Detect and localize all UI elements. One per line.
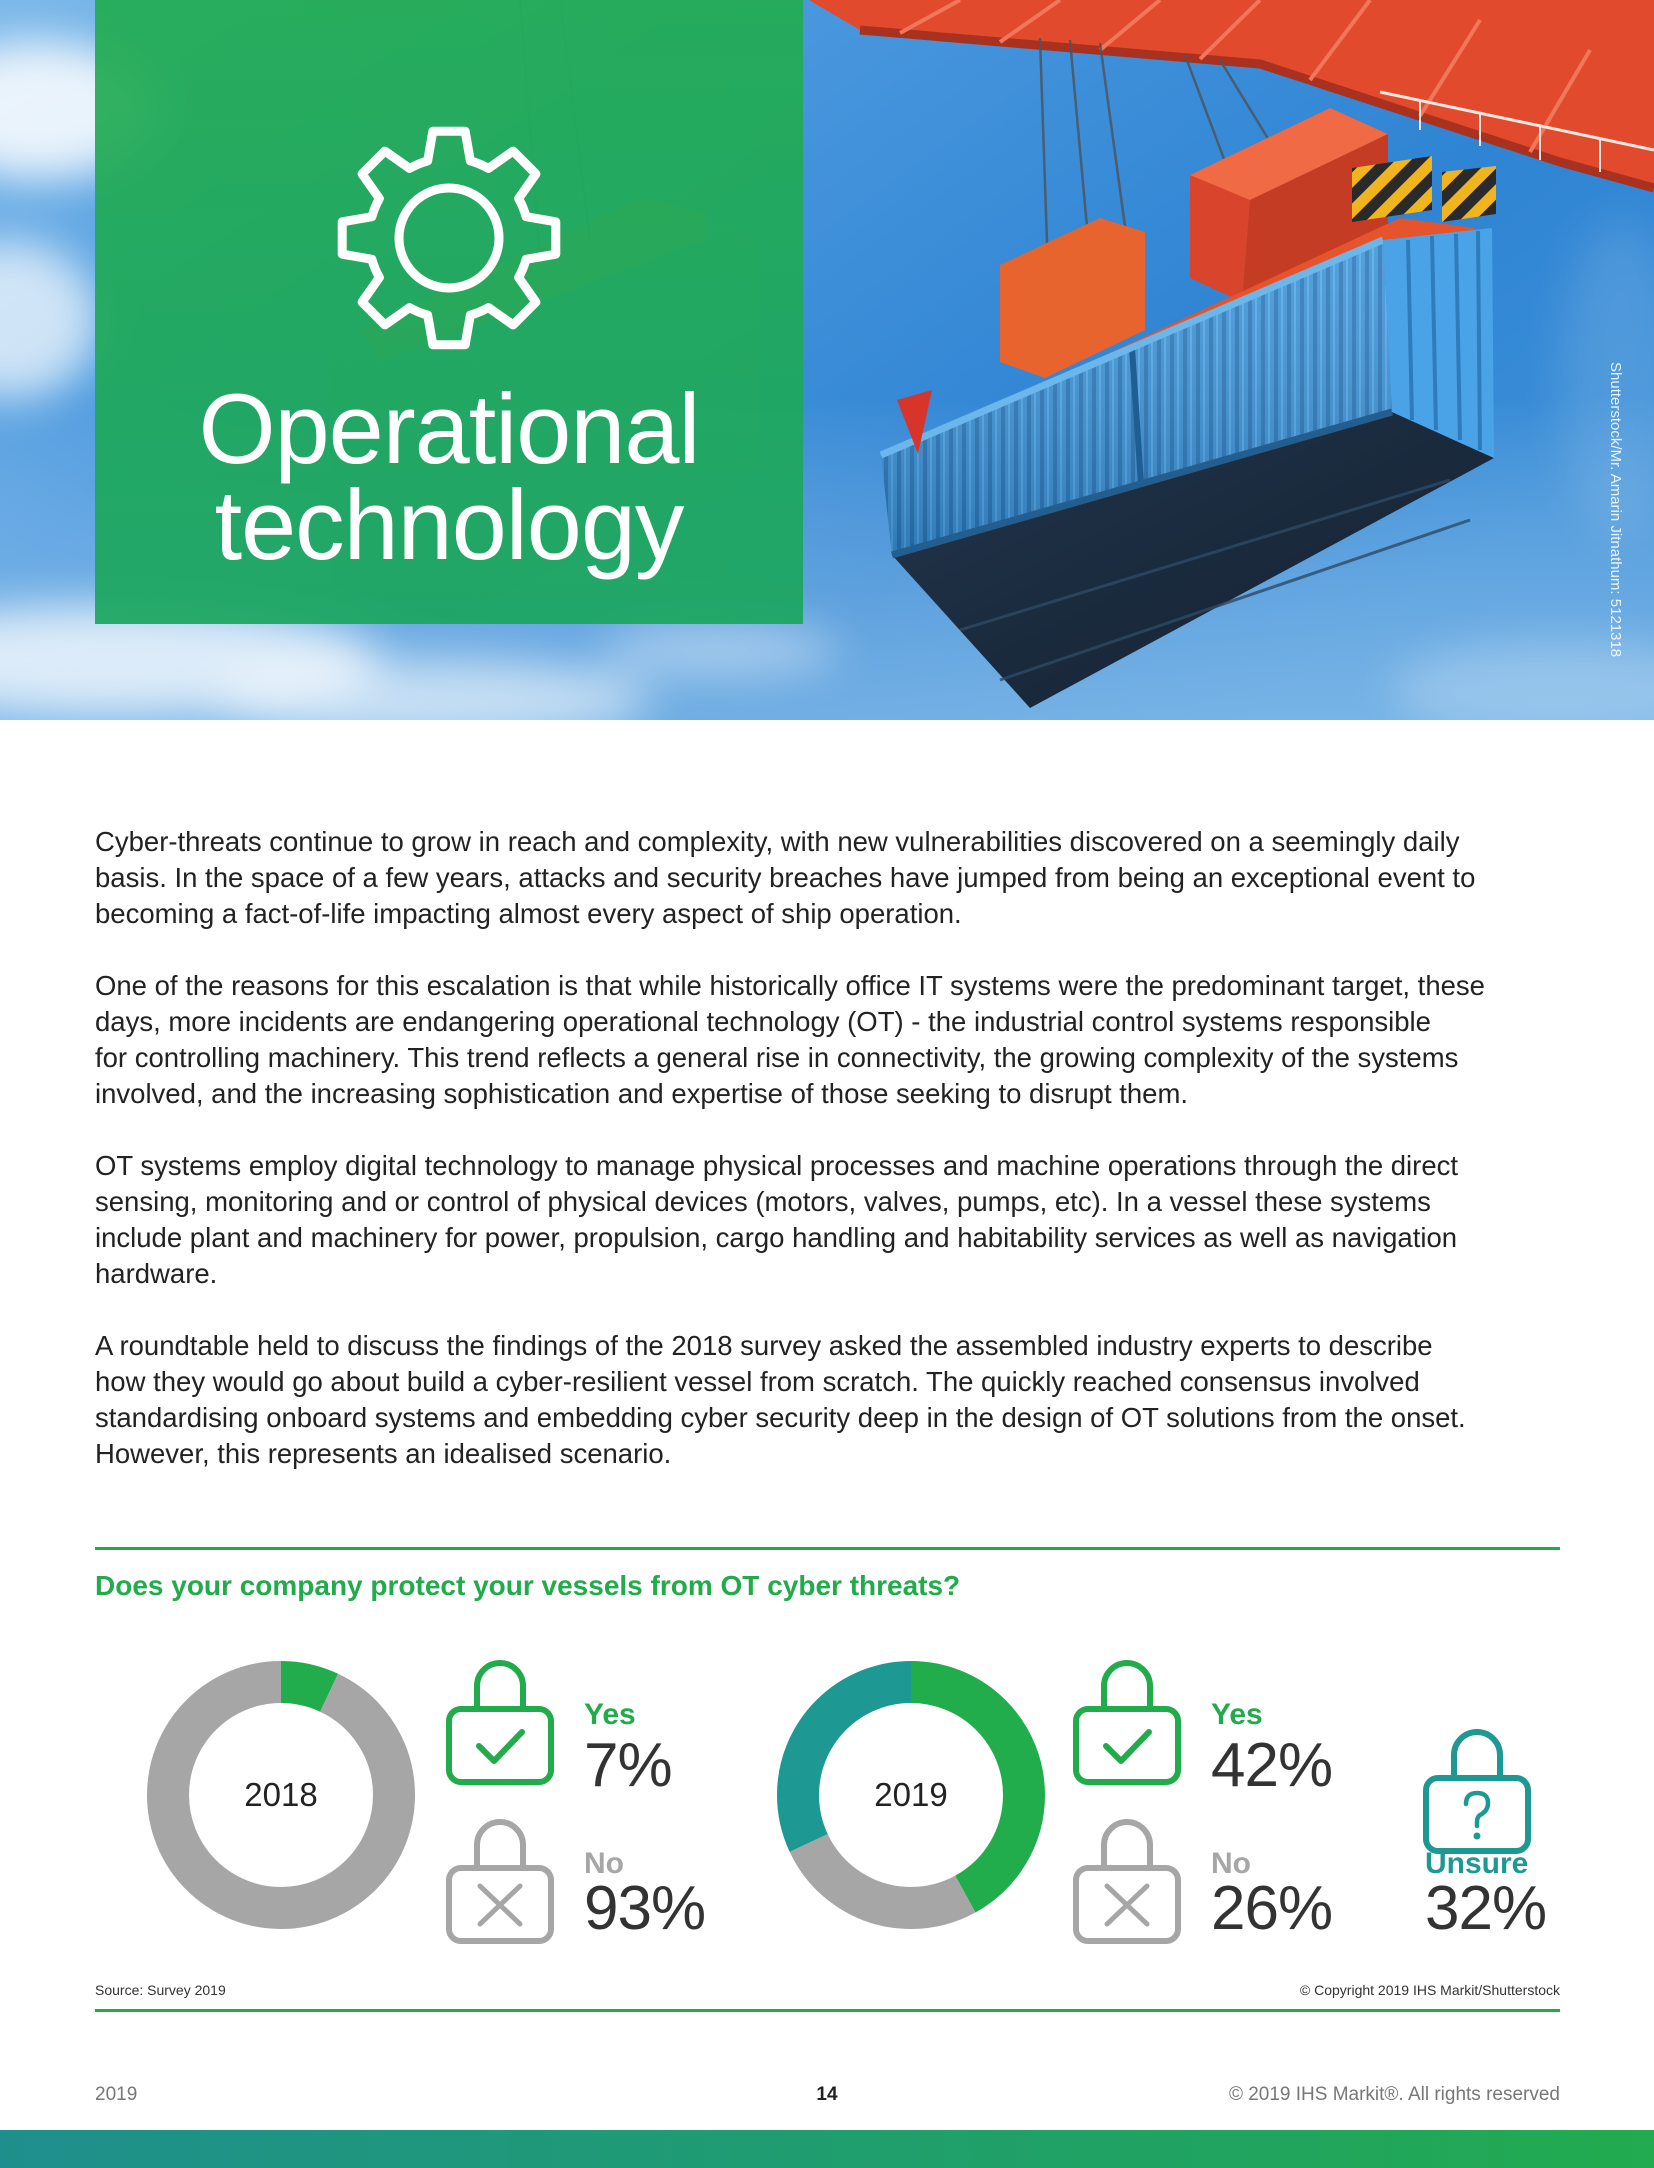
lock-x-icon — [445, 1815, 555, 1945]
paragraph-line: OT systems employ digital technology to manage physical processes and machine operations through the direct — [95, 1150, 1459, 1181]
paragraph-line: sensing, monitoring and or control of physical devices (motors, valves, pumps, etc). In a vessel these systems — [95, 1186, 1431, 1217]
legend-no-2018: No — [584, 1847, 624, 1880]
section-title — [95, 373, 803, 580]
legend-no-2019: No — [1211, 1847, 1251, 1880]
survey-source: Source: Survey 2019 — [95, 1982, 226, 1998]
lock-check-icon — [445, 1656, 555, 1786]
survey-top-rule — [95, 1547, 1560, 1550]
paragraph-line: One of the reasons for this escalation is that while historically office IT systems were the predominant target, these — [95, 970, 1485, 1001]
section-title-line-2: technology — [214, 469, 684, 580]
footer-rights: © 2019 IHS Markit®. All rights reserved — [1228, 2084, 1560, 2105]
value-yes-2018: 7% — [584, 1731, 672, 1800]
hero-banner — [0, 0, 1654, 720]
value-no-2018: 93% — [584, 1874, 706, 1943]
survey-copyright: © Copyright 2019 IHS Markit/Shutterstock — [1299, 1982, 1560, 1998]
paragraph-line: days, more incidents are endangering operational technology (OT) - the industrial control systems responsible — [95, 1006, 1431, 1037]
lock-question-icon — [1422, 1725, 1532, 1855]
paragraph-line: Cyber-threats continue to grow in reach and complexity, with new vulnerabilities discovered on a seemingly daily — [95, 826, 1460, 857]
paragraph-line: standardising onboard systems and embedding cyber security deep in the design of OT solutions from the onset. — [95, 1402, 1466, 1433]
paragraph — [95, 1148, 1560, 1292]
lock-check-icon — [1072, 1656, 1182, 1786]
value-unsure-2019: 32% — [1425, 1874, 1547, 1943]
paragraph-line: involved, and the increasing sophistication and expertise of those seeking to disrupt them. — [95, 1078, 1189, 1109]
paragraph-line: basis. In the space of a few years, attacks and security breaches have jumped from being an exceptional event to — [95, 862, 1476, 893]
paragraph-line: for controlling machinery. This trend reflects a general rise in connectivity, the growing complexity of the systems — [95, 1042, 1459, 1073]
section-title-panel — [95, 0, 803, 624]
page-number: 14 — [816, 2084, 838, 2105]
paragraph-line: include plant and machinery for power, propulsion, cargo handling and habitability services as well as navigation — [95, 1222, 1458, 1253]
legend-yes-2019: Yes — [1211, 1698, 1263, 1731]
gear-icon — [329, 118, 569, 358]
legend-yes-2018: Yes — [584, 1698, 636, 1731]
survey-bottom-rule — [95, 2009, 1560, 2012]
donut-2019-label: 2019 — [874, 1776, 948, 1813]
article-body — [95, 824, 1560, 1508]
paragraph — [95, 968, 1560, 1112]
paragraph-line: A roundtable held to discuss the findings of the 2018 survey asked the assembled industry experts to describe — [95, 1330, 1433, 1361]
value-yes-2019: 42% — [1211, 1731, 1333, 1800]
donut-2018-label: 2018 — [244, 1776, 318, 1813]
value-no-2019: 26% — [1211, 1874, 1333, 1943]
paragraph-line: how they would go about build a cyber-resilient vessel from scratch. The quickly reached consensus involved — [95, 1366, 1420, 1397]
survey-question: Does your company protect your vessels from OT cyber threats? — [95, 1570, 961, 1601]
paragraph — [95, 1328, 1560, 1472]
footer-year: 2019 — [95, 2084, 138, 2105]
section-title-line-1: Operational — [198, 373, 700, 484]
legend-unsure-2019: Unsure — [1425, 1847, 1529, 1880]
paragraph-line: becoming a fact-of-life impacting almost every aspect of ship operation. — [95, 898, 962, 929]
lock-x-icon — [1072, 1815, 1182, 1945]
paragraph — [95, 824, 1560, 932]
paragraph-line: hardware. — [95, 1258, 218, 1289]
photo-credit: Shutterstock/Mr. Amarin Jitnathum: 5121318 — [1607, 362, 1624, 658]
paragraph-line: However, this represents an idealised scenario. — [95, 1438, 672, 1469]
footer-color-bar — [0, 2130, 1654, 2168]
